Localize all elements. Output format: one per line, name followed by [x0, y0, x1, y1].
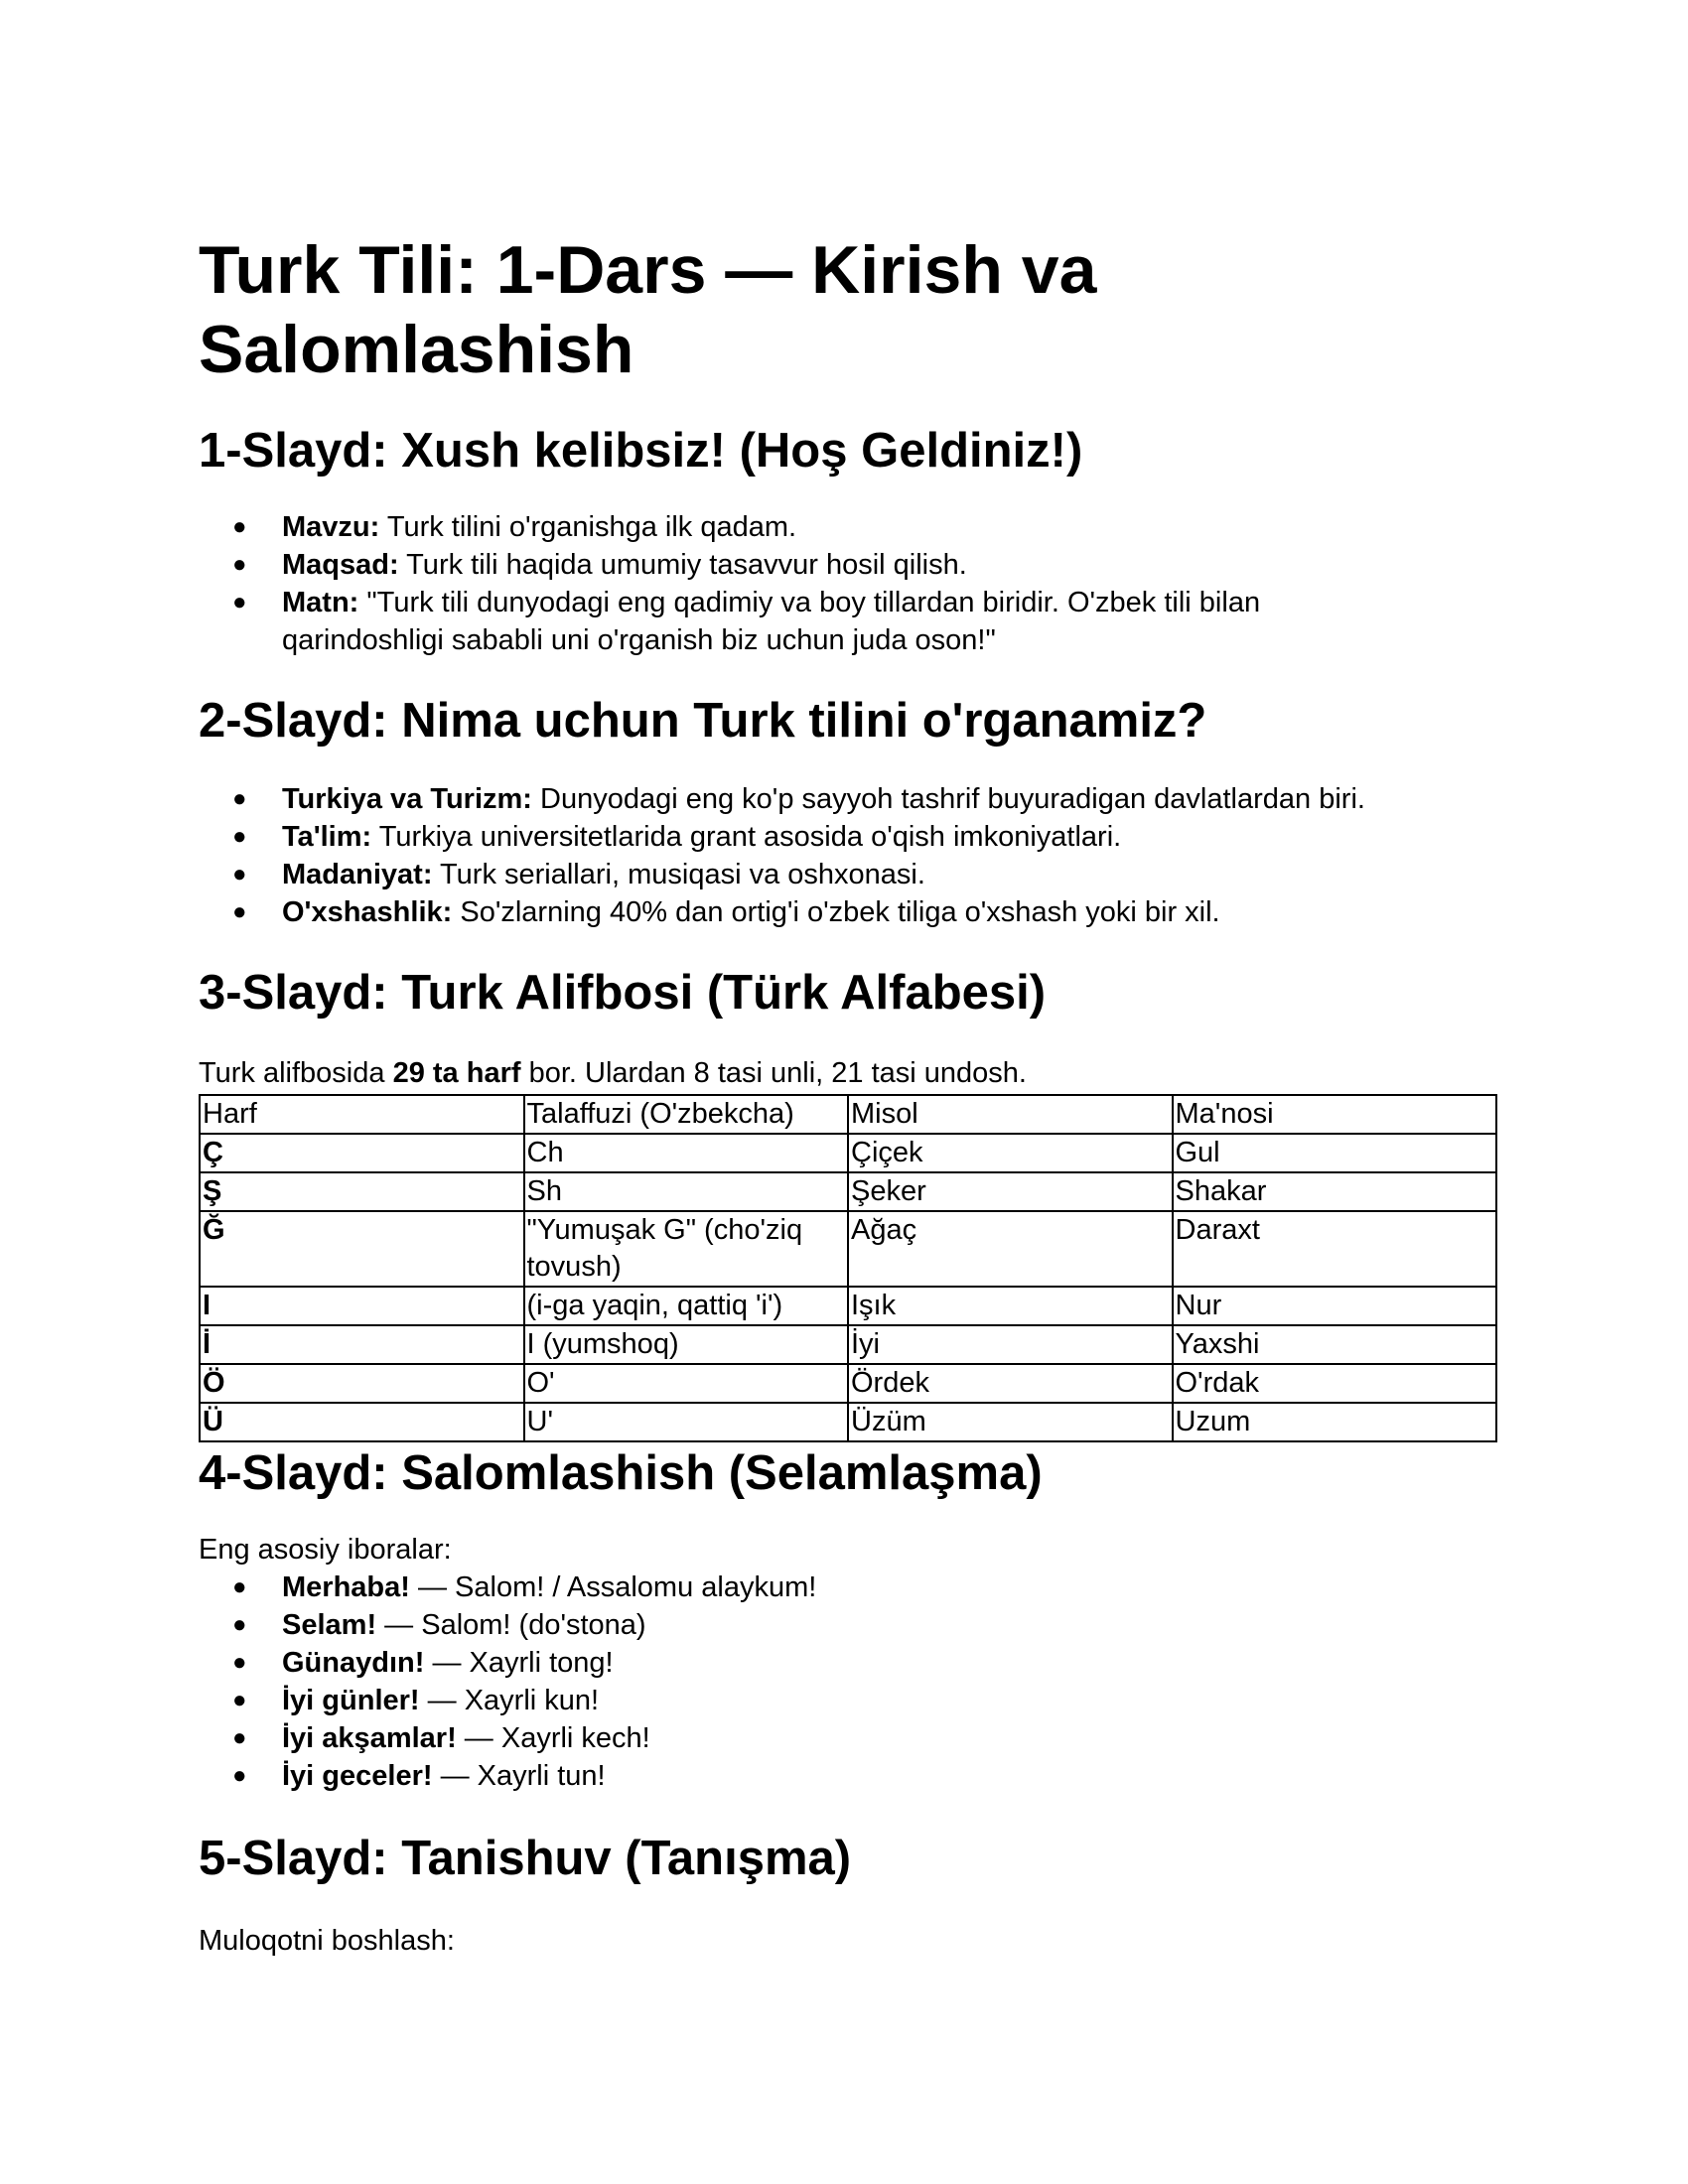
slide1-heading: 1-Slayd: Xush kelibsiz! (Hoş Geldiniz!) [199, 424, 1083, 478]
list-item [199, 856, 1489, 893]
header-cell: Harf [200, 1095, 524, 1134]
item-label: Mavzu: [282, 511, 380, 543]
item-label: Turkiya va Turizm: [282, 783, 532, 815]
item-label: İyi günler! [282, 1685, 420, 1716]
item-label: Selam! [282, 1609, 377, 1641]
pronunciation-cell: Sh [524, 1172, 849, 1211]
item-text: Turk tilini o'rganishga ilk qadam. [379, 511, 797, 543]
slide2-heading: 2-Slayd: Nima uchun Turk tilini o'rganamiz? [199, 694, 1207, 748]
list-item [199, 818, 1489, 856]
pronunciation-cell: O' [524, 1364, 849, 1403]
alphabet-table [199, 1094, 1497, 1442]
list-item [199, 1719, 1489, 1757]
pronunciation-cell: U' [524, 1403, 849, 1441]
item-label: Ta'lim: [282, 821, 372, 853]
letter-cell: I [200, 1287, 524, 1325]
slide4-intro: Eng asosiy iboralar: [199, 1534, 452, 1566]
bullet-icon: ● [232, 551, 247, 578]
item-text: — Xayrli kech! [456, 1722, 650, 1754]
bullet-icon: ● [232, 1649, 247, 1676]
table-row [200, 1172, 1496, 1211]
bullet-icon: ● [232, 823, 247, 850]
slide5-intro: Muloqotni boshlash: [199, 1925, 455, 1957]
bullet-icon: ● [232, 1724, 247, 1751]
letter-cell: Ö [200, 1364, 524, 1403]
list-item [199, 1569, 1489, 1606]
list-item [199, 1606, 1489, 1644]
meaning-cell: Shakar [1173, 1172, 1497, 1211]
item-text: Dunyodagi eng ko'p sayyoh tashrif buyuradigan davlatlardan biri. [531, 783, 1365, 815]
header-cell: Ma'nosi [1173, 1095, 1497, 1134]
item-label: Günaydın! [282, 1647, 425, 1679]
table-row [200, 1287, 1496, 1325]
slide3-intro [199, 1054, 1027, 1092]
meaning-cell: O'rdak [1173, 1364, 1497, 1403]
slide1-list [199, 508, 1489, 659]
example-cell: Çiçek [848, 1134, 1173, 1172]
example-cell: Ördek [848, 1364, 1173, 1403]
item-label: İyi akşamlar! [282, 1722, 457, 1754]
header-cell: Talaffuzi (O'zbekcha) [524, 1095, 849, 1134]
item-text: — Xayrli tong! [424, 1647, 614, 1679]
bullet-icon: ● [232, 1611, 247, 1638]
list-item [199, 893, 1489, 931]
meaning-cell: Daraxt [1173, 1211, 1497, 1287]
header-cell: Misol [848, 1095, 1173, 1134]
pronunciation-cell: (i-ga yaqin, qattiq 'i') [524, 1287, 849, 1325]
bullet-icon: ● [232, 589, 247, 615]
item-label: Matn: [282, 587, 359, 618]
bullet-icon: ● [232, 1762, 247, 1789]
meaning-cell: Uzum [1173, 1403, 1497, 1441]
intro-text: bor. Ulardan 8 tasi unli, 21 tasi undosh. [520, 1057, 1027, 1089]
slide2-list [199, 780, 1489, 931]
list-item [199, 1682, 1489, 1719]
item-text: "Turk tili dunyodagi eng qadimiy va boy tillardan biridir. O'zbek tili bilan qarindoshligi sababli uni o'rganish biz uchun juda oson!" [282, 587, 1261, 656]
list-item [199, 1644, 1489, 1682]
example-cell: Üzüm [848, 1403, 1173, 1441]
pronunciation-cell: Ch [524, 1134, 849, 1172]
example-cell: Ağaç [848, 1211, 1173, 1287]
item-text: — Xayrli tun! [432, 1760, 606, 1792]
bullet-icon: ● [232, 898, 247, 925]
intro-bold: 29 ta harf [392, 1057, 521, 1089]
bullet-icon: ● [232, 513, 247, 540]
list-item [199, 584, 1489, 659]
item-label: O'xshashlik: [282, 896, 453, 928]
bullet-icon: ● [232, 785, 247, 812]
intro-text: Turk alifbosida [199, 1057, 393, 1089]
item-text: — Salom! / Assalomu alaykum! [409, 1571, 817, 1603]
meaning-cell: Gul [1173, 1134, 1497, 1172]
list-item [199, 1757, 1489, 1795]
letter-cell: İ [200, 1325, 524, 1364]
item-label: Maqsad: [282, 549, 399, 581]
slide5-heading: 5-Slayd: Tanishuv (Tanışma) [199, 1832, 852, 1885]
list-item [199, 508, 1489, 546]
letter-cell: Ş [200, 1172, 524, 1211]
table-row [200, 1134, 1496, 1172]
example-cell: İyi [848, 1325, 1173, 1364]
letter-cell: Ğ [200, 1211, 524, 1287]
bullet-icon: ● [232, 861, 247, 887]
item-text: Turkiya universitetlarida grant asosida o'qish imkoniyatlari. [371, 821, 1122, 853]
table-row [200, 1364, 1496, 1403]
meaning-cell: Nur [1173, 1287, 1497, 1325]
table-row [200, 1325, 1496, 1364]
item-label: Merhaba! [282, 1571, 410, 1603]
slide4-heading: 4-Slayd: Salomlashish (Selamlaşma) [199, 1446, 1043, 1500]
letter-cell: Ü [200, 1403, 524, 1441]
table-header-row [200, 1095, 1496, 1134]
pronunciation-cell: I (yumshoq) [524, 1325, 849, 1364]
list-item [199, 546, 1489, 584]
bullet-icon: ● [232, 1687, 247, 1713]
meaning-cell: Yaxshi [1173, 1325, 1497, 1364]
example-cell: Şeker [848, 1172, 1173, 1211]
item-text: Turk tili haqida umumiy tasavvur hosil qilish. [398, 549, 967, 581]
item-label: Madaniyat: [282, 859, 433, 890]
slide3-heading: 3-Slayd: Turk Alifbosi (Türk Alfabesi) [199, 966, 1047, 1020]
letter-cell: Ç [200, 1134, 524, 1172]
document-title: Turk Tili: 1-Dars — Kirish va Salomlashish [199, 232, 1097, 387]
table-row [200, 1403, 1496, 1441]
list-item [199, 780, 1489, 818]
item-text: — Xayrli kun! [419, 1685, 600, 1716]
pronunciation-cell: "Yumuşak G" (cho'ziq tovush) [524, 1211, 849, 1287]
example-cell: Işık [848, 1287, 1173, 1325]
item-text: — Salom! (do'stona) [376, 1609, 646, 1641]
item-label: İyi geceler! [282, 1760, 433, 1792]
item-text: Turk seriallari, musiqasi va oshxonasi. [432, 859, 925, 890]
table-row [200, 1211, 1496, 1287]
bullet-icon: ● [232, 1573, 247, 1600]
item-text: So'zlarning 40% dan ortig'i o'zbek tiliga o'xshash yoki bir xil. [452, 896, 1220, 928]
slide4-list [199, 1569, 1489, 1795]
